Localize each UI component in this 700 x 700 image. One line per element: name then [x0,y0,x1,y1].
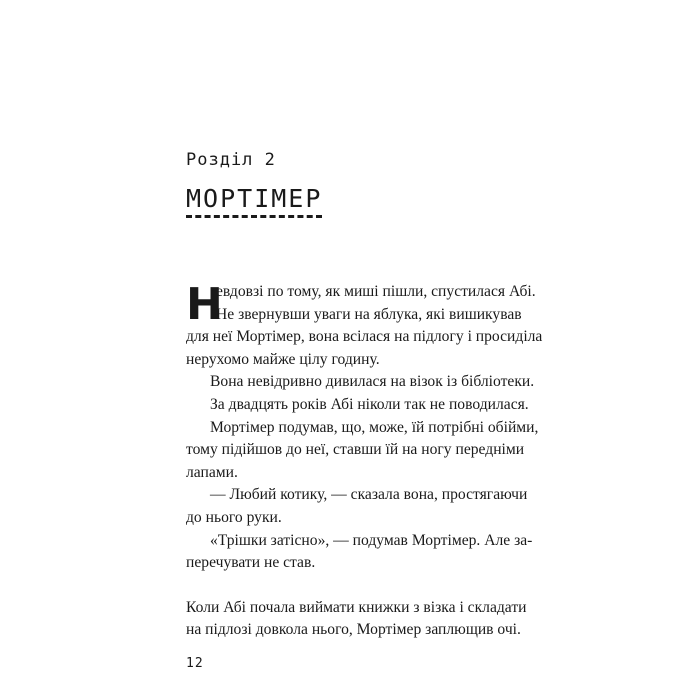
text-line: Не звернувши уваги на яблука, які вишикував [216,305,522,323]
body-text [186,281,556,642]
text-line: до нього руки. [186,508,282,526]
text-line: для неї Мортімер, вона всілася на підлогу і просиділа [186,328,543,346]
text-line: За двадцять років Абі ніколи так не поводилася. [210,395,529,413]
page-number: 12 [186,656,204,671]
text-line: Мортімер подумав, що, може, їй потрібні обійми, [210,418,539,436]
paragraph-gap [186,575,556,597]
text-line: лапами. [186,463,238,481]
text-line: нерухомо майже цілу годину. [186,350,380,368]
chapter-label: Розділ 2 [186,150,276,170]
text-line: евдовзі по тому, як миші пішли, спустилася Абі. [216,283,536,300]
text-line: на підлозі довкола нього, Мортімер заплющив очі. [186,621,521,639]
text-line: — Любий котику, — сказала вона, простягаючи [210,486,528,504]
text-line: тому підійшов до неї, ставши їй на ногу передніми [186,441,525,459]
text-line: перечувати не став. [186,554,316,572]
text-line: «Трішки затісно», — подумав Мортімер. Але за- [210,531,533,549]
text-line: Вона невідривно дивилася на візок із бібліотеки. [210,373,535,391]
text-line: Коли Абі почала виймати книжки з візка і складати [186,598,527,616]
first-paragraph [186,281,556,371]
drop-cap: Н [186,279,223,330]
chapter-title: МОРТІМЕР [186,184,322,218]
